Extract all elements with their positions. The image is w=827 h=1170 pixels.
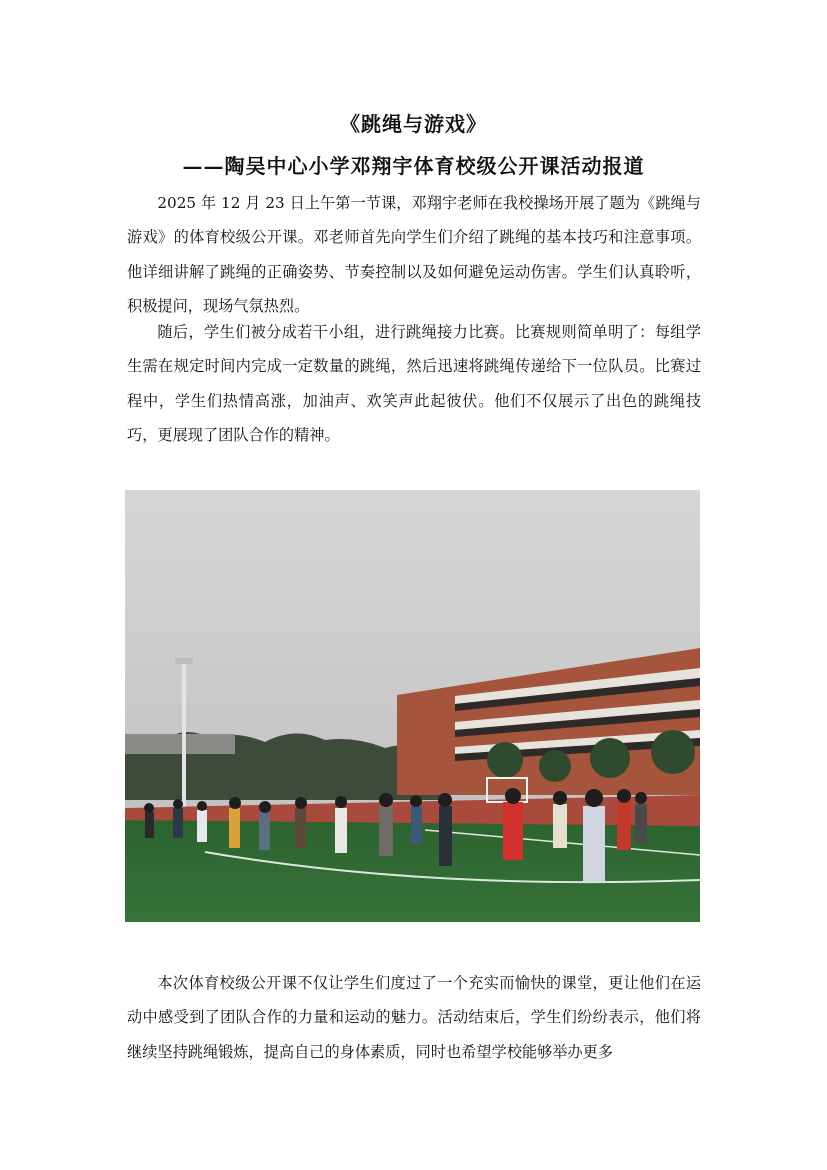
light-pole-head	[175, 658, 193, 664]
article-subtitle: ——陶吴中心小学邓翔宇体育校级公开课活动报道	[182, 154, 645, 178]
paragraph-3: 本次体育校级公开课不仅让学生们度过了一个充实而愉快的课堂，更让他们在运动中感受到了团队合作的力量和运动的魅力。活动结束后，学生们纷纷表示，他们将继续坚持跳绳锻炼，提高自己的身体素质，同时也希望学校能够举办更多	[127, 974, 701, 1061]
paragraph-1: 2025 年 12 月 23 日上午第一节课，邓翔宇老师在我校操场开展了题为《跳绳与游戏》的体育校级公开课。邓老师首先向学生们介绍了跳绳的基本技巧和注意事项。他详细讲解了跳绳的正确姿势、节奏控制以及如何避免运动伤害。学生们认真聆听，积极提问，现场气氛热烈。	[127, 194, 701, 316]
photo-illustration	[125, 490, 700, 922]
article-title: 《跳绳与游戏》	[340, 112, 487, 136]
paragraph-2: 随后，学生们被分成若干小组，进行跳绳接力比赛。比赛规则简单明了：每组学生需在规定时间内完成一定数量的跳绳，然后迅速将跳绳传递给下一位队员。比赛过程中，学生们热情高涨，加油声、欢笑声此起彼伏。他们不仅展示了出色的跳绳技巧，更展现了团队合作的精神。	[127, 323, 701, 445]
light-pole	[182, 662, 186, 812]
distant-building	[125, 734, 235, 754]
sports-field-photo	[125, 490, 700, 922]
